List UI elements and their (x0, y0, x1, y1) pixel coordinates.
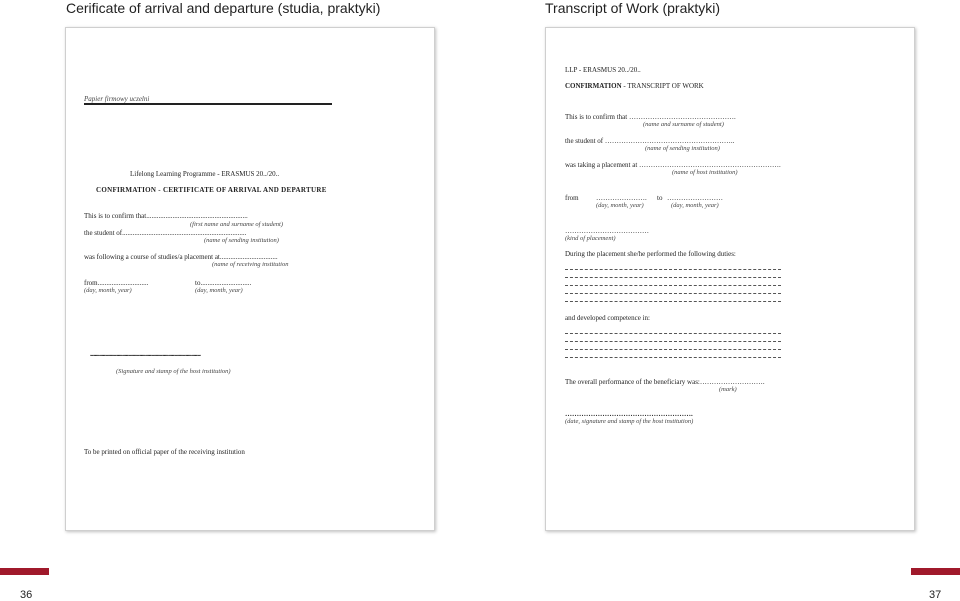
from-hint: (day, month, year) (84, 287, 132, 294)
from-line: from............................. (84, 279, 149, 287)
left-document-page (65, 27, 435, 531)
to-hint: (day, month, year) (671, 202, 719, 209)
left-footer-accent-bar (0, 568, 49, 575)
llp-programme-label: LLP - ERASMUS 20../20.. (565, 66, 641, 74)
duties-blank-line (565, 277, 781, 278)
duties-label: During the placement she/he performed the following duties: (565, 250, 736, 258)
date-signature-line: ………………………………………………. (565, 410, 693, 418)
placement-hint: (name of host institution) (672, 169, 738, 176)
to-hint: (day, month, year) (195, 287, 243, 294)
student-line: the student of....................................................................... (84, 229, 247, 237)
programme-label: Lifelong Learning Programme - ERASMUS 20../20.. (130, 170, 280, 178)
to-line: to............................. (195, 279, 252, 287)
performance-line: The overall performance of the beneficiary was:………………………. (565, 378, 765, 386)
to-label: to (657, 194, 663, 202)
duties-blank-line (565, 293, 781, 294)
confirm-line: This is to confirm that.......................................................... (84, 212, 248, 220)
right-page-number: 37 (929, 589, 942, 601)
official-paper-note: To be printed on official paper of the receiving institution (84, 448, 245, 456)
student-hint: (name of sending institution) (645, 145, 720, 152)
right-footer-accent-bar (911, 568, 960, 575)
course-line: was following a course of studies/a placement at................................. (84, 253, 278, 261)
student-hint: (name of sending institution) (204, 237, 279, 244)
from-label: from (565, 194, 579, 202)
course-hint: (name of receiving institution (212, 261, 289, 268)
left-page-number: 36 (20, 589, 33, 601)
transcript-heading-bold: CONFIRMATION (565, 82, 622, 90)
transcript-heading-rest: - TRANSCRIPT OF WORK (621, 82, 704, 90)
letterhead-label: Papier firmowy uczelni (84, 95, 150, 103)
kind-dots: ……………………………… (565, 227, 649, 235)
duties-blank-line (565, 285, 781, 286)
right-spread-title: Transcript of Work (praktyki) (545, 0, 721, 16)
competence-blank-line (565, 349, 781, 350)
transcript-heading (565, 82, 704, 90)
performance-hint: (mark) (719, 386, 737, 393)
competence-blank-line (565, 357, 781, 358)
signature-hint: (Signature and stamp of the host institution) (116, 368, 231, 375)
kind-hint: (kind of placement) (565, 235, 616, 242)
duties-blank-line (565, 269, 781, 270)
left-spread-title: Cerificate of arrival and departure (studia, praktyki) (66, 0, 381, 16)
duties-blank-line (565, 301, 781, 302)
competence-blank-line (565, 333, 781, 334)
competence-label: and developed competence in: (565, 314, 650, 322)
certificate-heading: CONFIRMATION - CERTIFICATE OF ARRIVAL AND DEPARTURE (96, 186, 327, 194)
from-dots: …………………. (596, 194, 647, 202)
to-dots: …………………… (667, 194, 723, 202)
confirm-hint: (name and surname of student) (643, 121, 724, 128)
confirm-line: This is to confirm that ………………………………………. (565, 113, 736, 121)
student-line: the student of ……………………………………………….. (565, 137, 735, 145)
date-signature-hint: (date, signature and stamp of the host institution) (565, 418, 694, 425)
placement-line: was taking a placement at ……………………………………………………. (565, 161, 781, 169)
right-document-page (545, 27, 915, 531)
signature-line: ................................................................................................ (90, 350, 201, 358)
letterhead-rule (84, 103, 332, 105)
confirm-hint: (first name and surname of student) (190, 221, 283, 228)
competence-blank-line (565, 341, 781, 342)
from-hint: (day, month, year) (596, 202, 644, 209)
